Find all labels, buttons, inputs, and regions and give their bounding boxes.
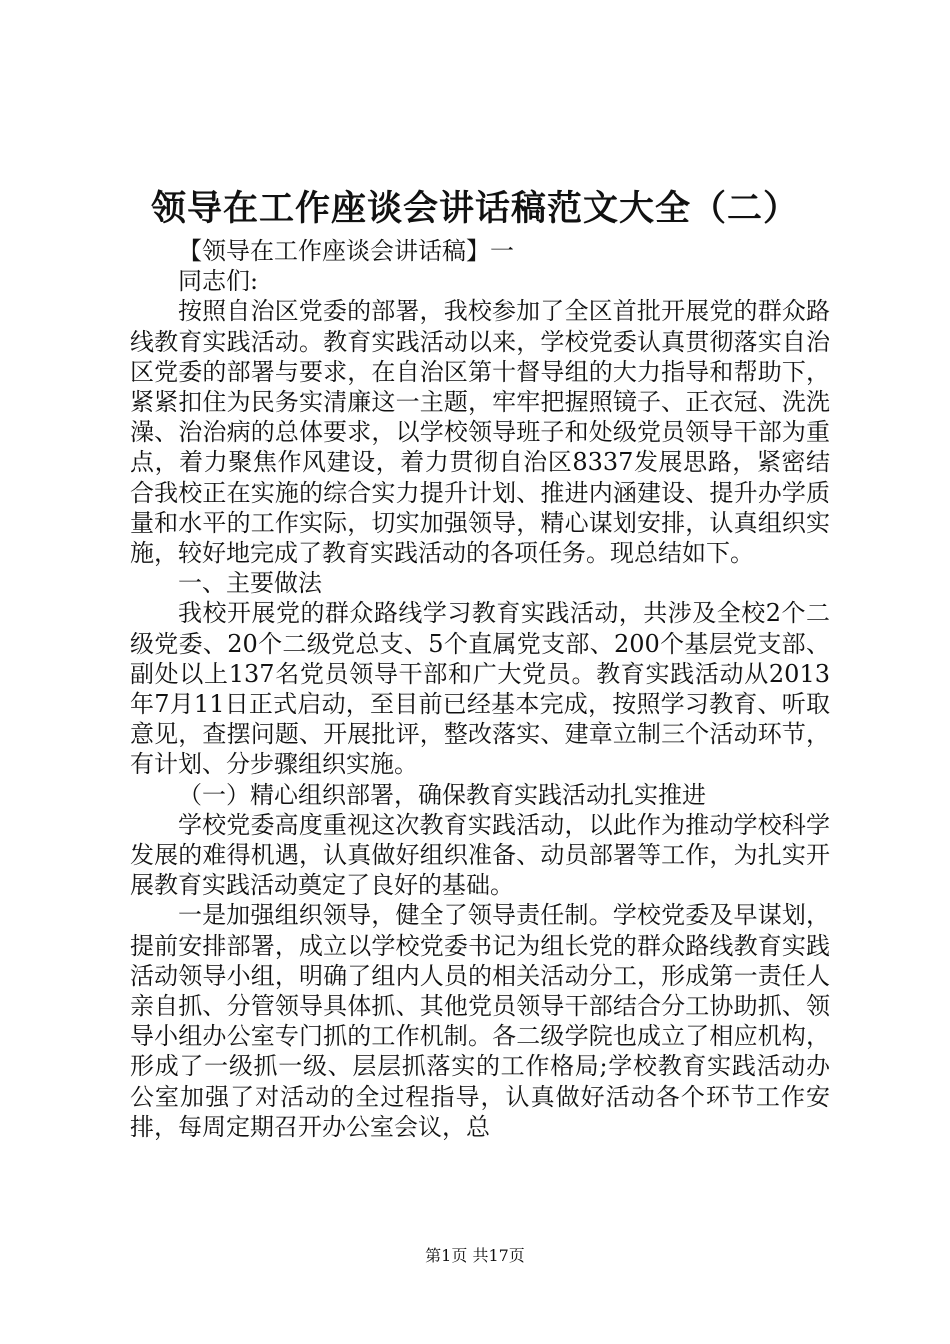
paragraph-organization: 学校党委高度重视这次教育实践活动，以此作为推动学校科学发展的难得机遇，认真做好组织准备、动员部署等工作，为扎实开展教育实践活动奠定了良好的基础。	[130, 810, 830, 900]
paragraph-heading-label: 【领导在工作座谈会讲话稿】一	[178, 237, 514, 265]
page-number-footer: 第1页 共17页	[425, 1246, 525, 1265]
paragraph-intro: 按照自治区党委的部署，我校参加了全区首批开展党的群众路线教育实践活动。教育实践活动以来，学校党委认真贯彻落实自治区党委的部署与要求，在自治区第十督导组的大力指导和帮助下，紧紧扣住为民务实清廉这一主题，牢牢把握照镜子、正衣冠、洗洗澡、治治病的总体要求，以学校领导班子和处级党员领导干部为重点，着力聚焦作风建设，着力贯彻自治区8337发展思路，紧密结合我校正在实施的综合实力提升计划、推进内涵建设、提升办学质量和水平的工作实际，切实加强领导，精心谋划安排，认真组织实施，较好地完成了教育实践活动的各项任务。现总结如下。	[130, 297, 830, 568]
paragraph-scope: 我校开展党的群众路线学习教育实践活动，共涉及全校2个二级党委、20个二级党总支、5个直属党支部、200个基层党支部、副处以上137名党员领导干部和广大党员。教育实践活动从2013年7月11日正式启动，至目前已经基本完成，按照学习教育、听取意见，查摆问题、开展批评，整改落实、建章立制三个活动环节，有计划、分步骤组织实施。	[130, 599, 830, 779]
document-body	[130, 236, 830, 1142]
document-title: 领导在工作座谈会讲话稿范文大全（二）	[150, 189, 799, 229]
paragraph-salutation: 同志们:	[178, 267, 259, 296]
subsection-heading-organization: （一）精心组织部署，确保教育实践活动扎实推进	[178, 780, 706, 809]
paragraph-leadership: 一是加强组织领导，健全了领导责任制。学校党委及早谋划，提前安排部署，成立以学校党委书记为组长党的群众路线教育实践活动领导小组，明确了组内人员的相关活动分工，形成第一责任人亲自抓、分管领导具体抓、其他党员领导干部结合分工协助抓、领导小组办公室专门抓的工作机制。各二级学院也成立了相应机构，形成了一级抓一级、层层抓落实的工作格局;学校教育实践活动办公室加强了对活动的全过程指导，认真做好活动各个环节工作安排，每周定期召开办公室会议，总	[130, 901, 830, 1141]
section-heading-main-practices: 一、主要做法	[178, 569, 322, 598]
